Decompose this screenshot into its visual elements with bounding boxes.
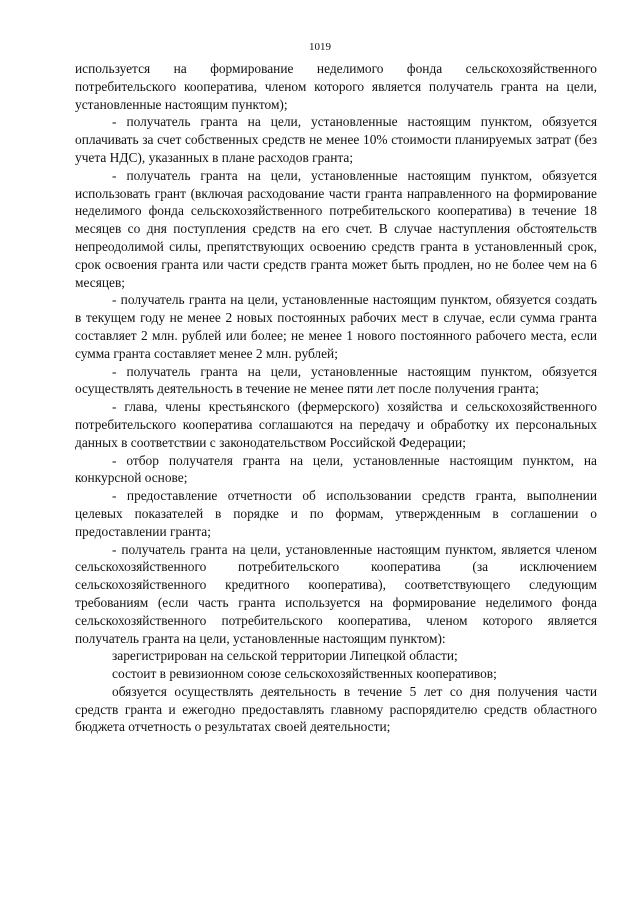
paragraph-10: зарегистрирован на сельской территории Липецкой области; <box>112 648 458 664</box>
paragraph-1: используется на формирование неделимого фонда сельскохозяйственного потребительского кооператива, членом которого является получатель гранта на цели, установленные настоящим пунктом); <box>75 61 597 112</box>
paragraph-5: - получатель гранта на цели, установленные настоящим пунктом, обязуется осуществлять деятельность в течение не менее пяти лет после получения гранта; <box>75 363 597 397</box>
paragraph-11: состоит в ревизионном союзе сельскохозяйственных кооперативов; <box>112 666 497 682</box>
paragraph-8: - предоставление отчетности об использовании средств гранта, выполнении целевых показателей в порядке и по формам, утвержденным в соглашении о предоставлении гранта; <box>75 488 597 539</box>
paragraph-7: - отбор получателя гранта на цели, установленные настоящим пунктом, на конкурсной основе; <box>75 452 597 486</box>
paragraph-2: - получатель гранта на цели, установленные настоящим пунктом, обязуется оплачивать за счет собственных средств не менее 10% стоимости планируемых затрат (без учета НДС), указанных в плане расходов гранта; <box>75 114 597 165</box>
paragraph-6: - глава, члены крестьянского (фермерского) хозяйства и сельскохозяйственного потребительского кооператива соглашаются на передачу и обработку их персональных данных в соответствии с законодательством Российской Федерации; <box>75 399 597 450</box>
paragraph-9: - получатель гранта на цели, установленные настоящим пунктом, является членом сельскохозяйственного потребительского кооператива (за исключением сельскохозяйственного кредитного кооператива), соответствующего следующим требованиям (если часть гранта используется на формирование неделимого фонда сельскохозяйственного потребительского кооператива, членом которого является получатель гранта на цели, установленные настоящим пунктом): <box>75 541 597 646</box>
page-number: 1019 <box>309 41 331 53</box>
document-body <box>75 60 597 736</box>
paragraph-3: - получатель гранта на цели, установленные настоящим пунктом, обязуется использовать грант (включая расходование части гранта направленного на формирование неделимого фонда сельскохозяйственного потребительского кооператива) в течение 18 месяцев со дня поступления средств на его счет. В случае наступления обстоятельств непреодолимой силы, препятствующих освоению средств гранта в установленный срок, срок освоения гранта или части средств гранта может быть продлен, но не более чем на 6 месяцев; <box>75 167 597 290</box>
paragraph-12: обязуется осуществлять деятельность в течение 5 лет со дня получения части средств гранта и ежегодно предоставлять главному распорядителю средств областного бюджета отчетность о результатах своей деятельности; <box>75 683 597 735</box>
paragraph-4: - получатель гранта на цели, установленные настоящим пунктом, обязуется создать в текущем году не менее 2 новых постоянных рабочих мест в случае, если сумма гранта составляет 2 млн. рублей или более; не менее 1 нового постоянного рабочего места, если сумма гранта составляет менее 2 млн. рублей; <box>75 292 597 361</box>
